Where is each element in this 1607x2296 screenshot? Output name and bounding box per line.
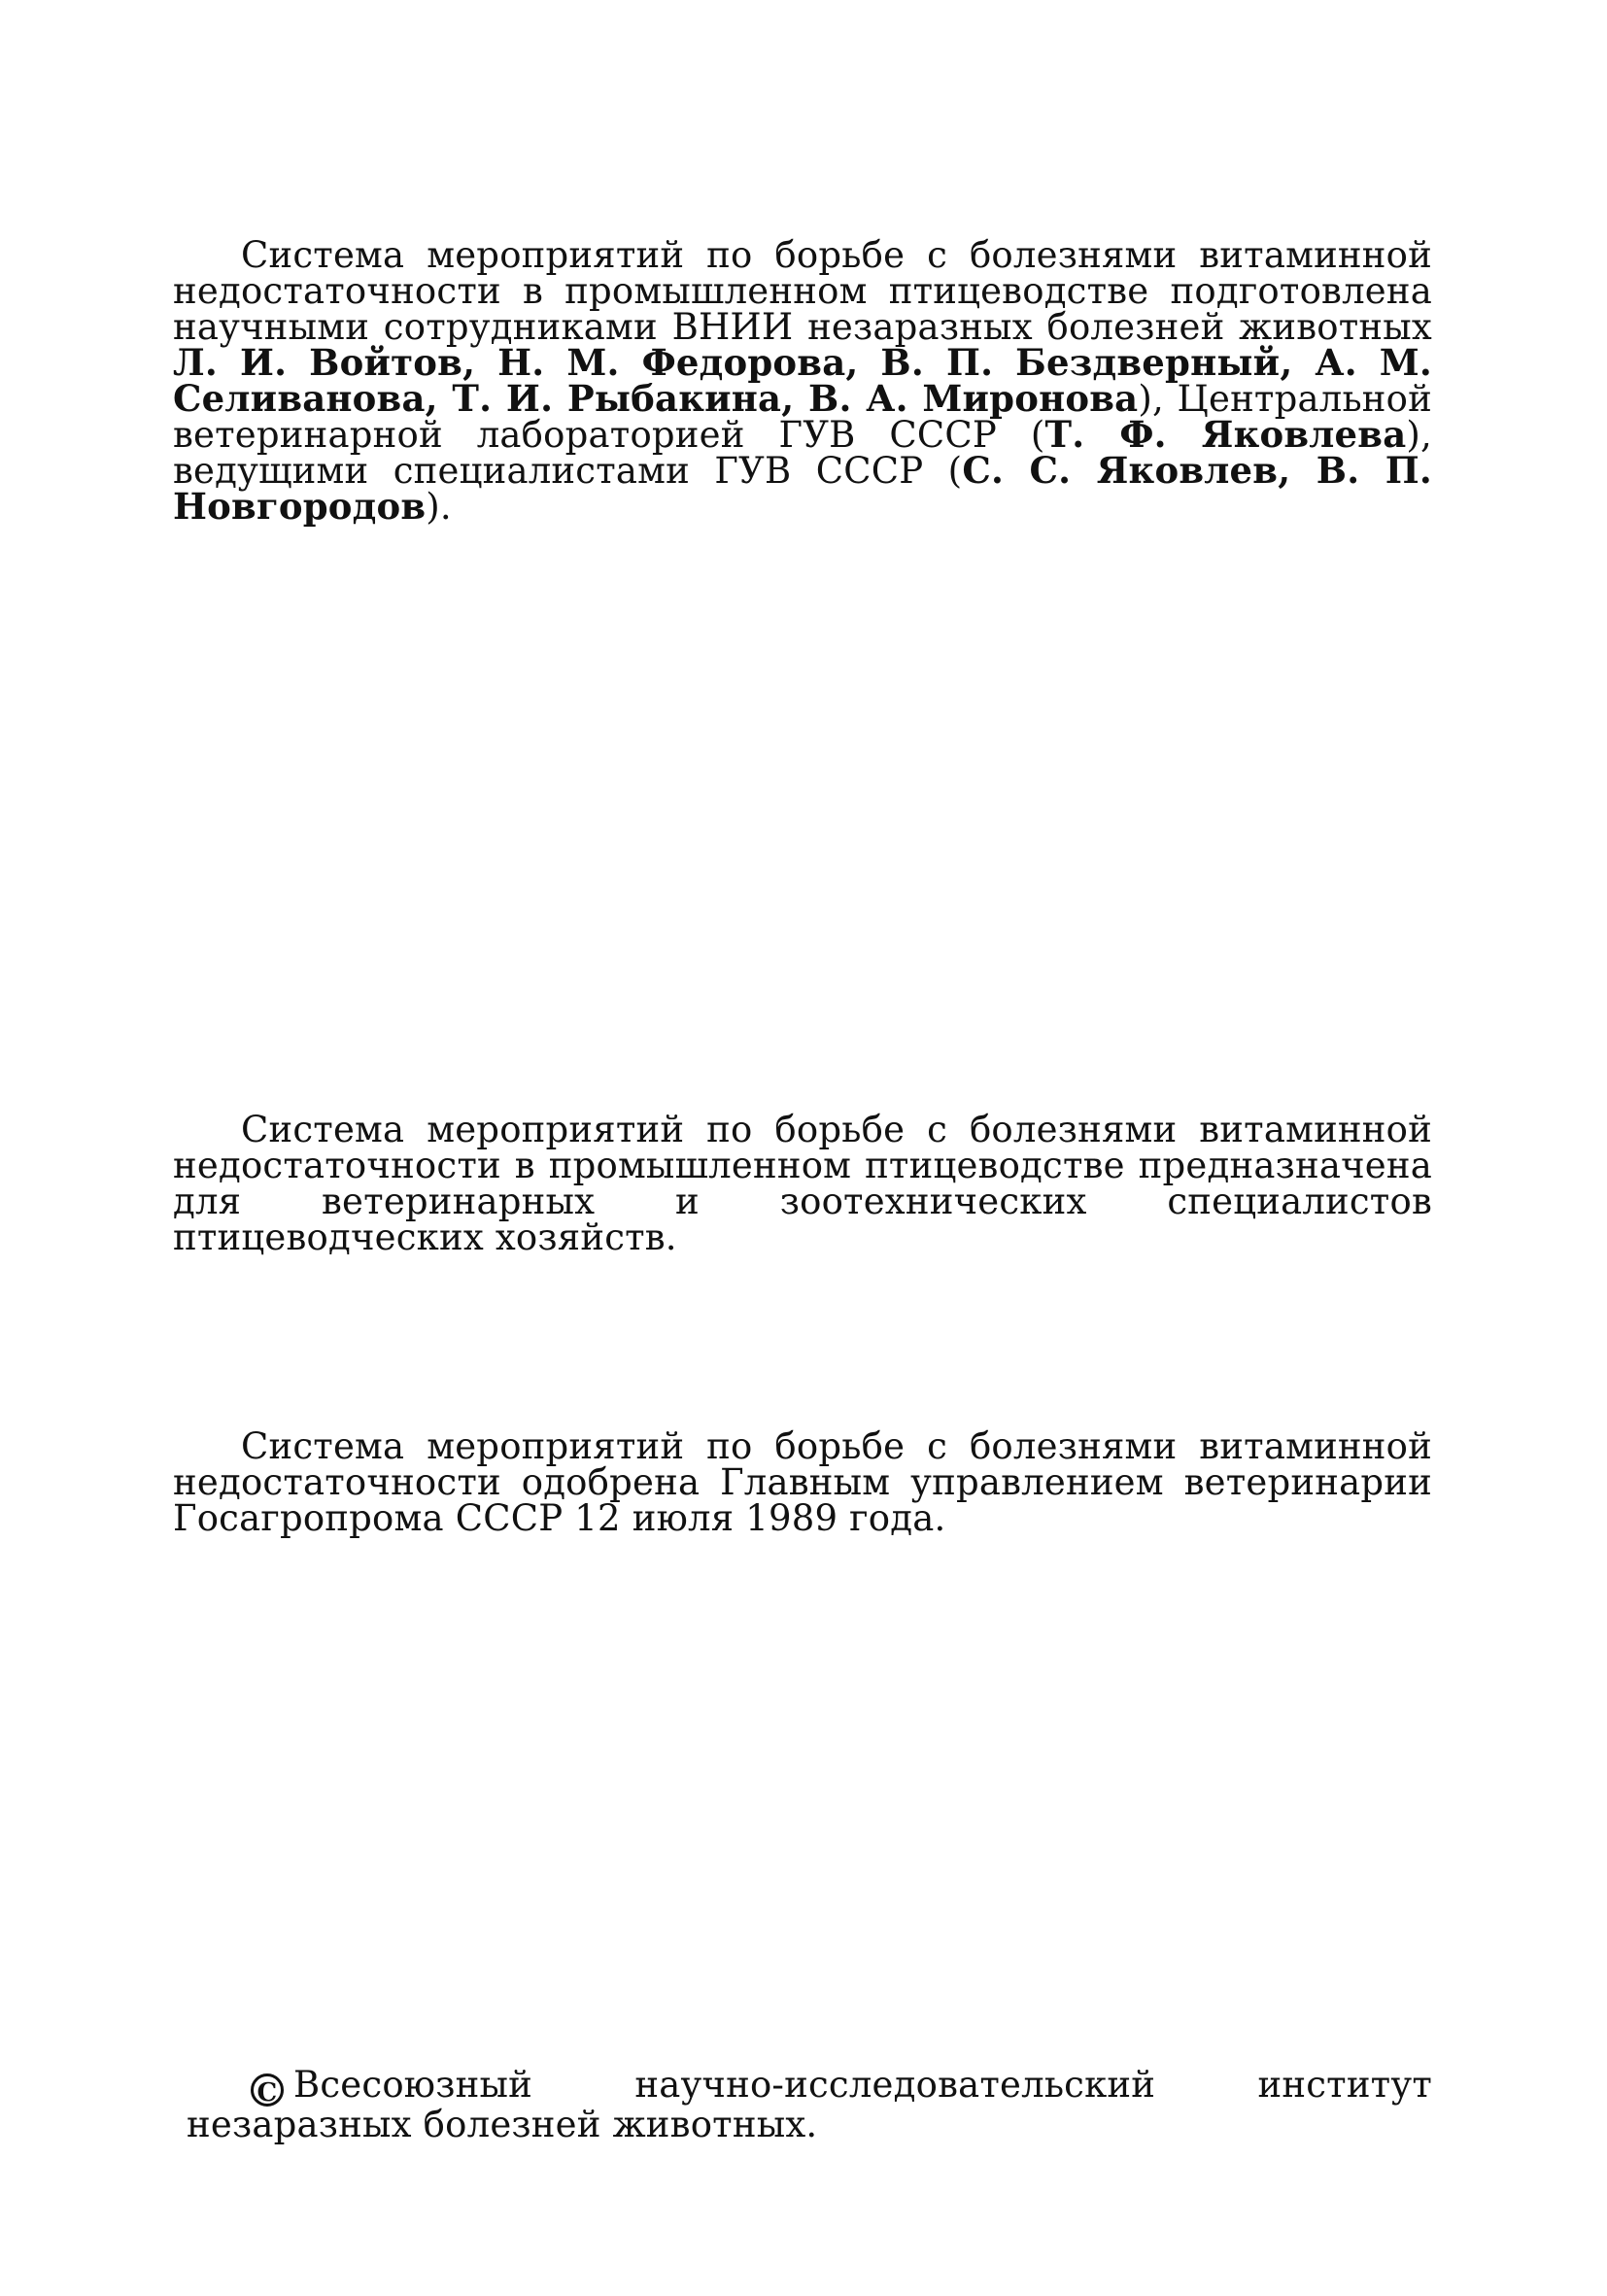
credits-authors-vniii: Л. И. Войтов, Н. М. Федорова, В. П. Бездверный, А. М. Селиванова, Т. И. Рыбакина, В. А. Миронова bbox=[173, 341, 1432, 420]
copyright-icon: C bbox=[251, 2073, 284, 2107]
purpose-paragraph: Система мероприятий по борьбе с болезнями витаминной недостаточности в промышленном птицеводстве предназначена для ветеринарных и зоотехнических специалистов птицеводческих хозяйств. bbox=[173, 1109, 1432, 1258]
credits-text-2: ), Центральной ветеринарной лабораторией ГУВ СССР ( bbox=[173, 378, 1432, 456]
credits-text-1: Система мероприятий по борьбе с болезнями витаминной недостаточности в промышленном птицеводстве подготовлена научными сотрудниками ВНИИ незаразных болезней животных bbox=[173, 234, 1432, 348]
approval-paragraph: Система мероприятий по борьбе с болезнями витаминной недостаточности одобрена Главным управлением ветеринарии Госагропрома СССР 12 июля 1989 года. bbox=[173, 1425, 1432, 1539]
copyright-paragraph bbox=[187, 2064, 1432, 2145]
credits-text-4: ). bbox=[426, 486, 452, 528]
credits-paragraph bbox=[173, 234, 1432, 528]
credits-authors-lab: Т. Ф. Яковлева bbox=[1044, 413, 1407, 456]
credits-text-3: ), ведущими специалистами ГУВ СССР ( bbox=[173, 414, 1432, 492]
credits-authors-guv: С. С. Яковлев, В. П. Новгородов bbox=[173, 449, 1432, 528]
copyright-text: Всесоюзный научно-исследовательский институт незаразных болезней животных. bbox=[187, 2064, 1432, 2145]
